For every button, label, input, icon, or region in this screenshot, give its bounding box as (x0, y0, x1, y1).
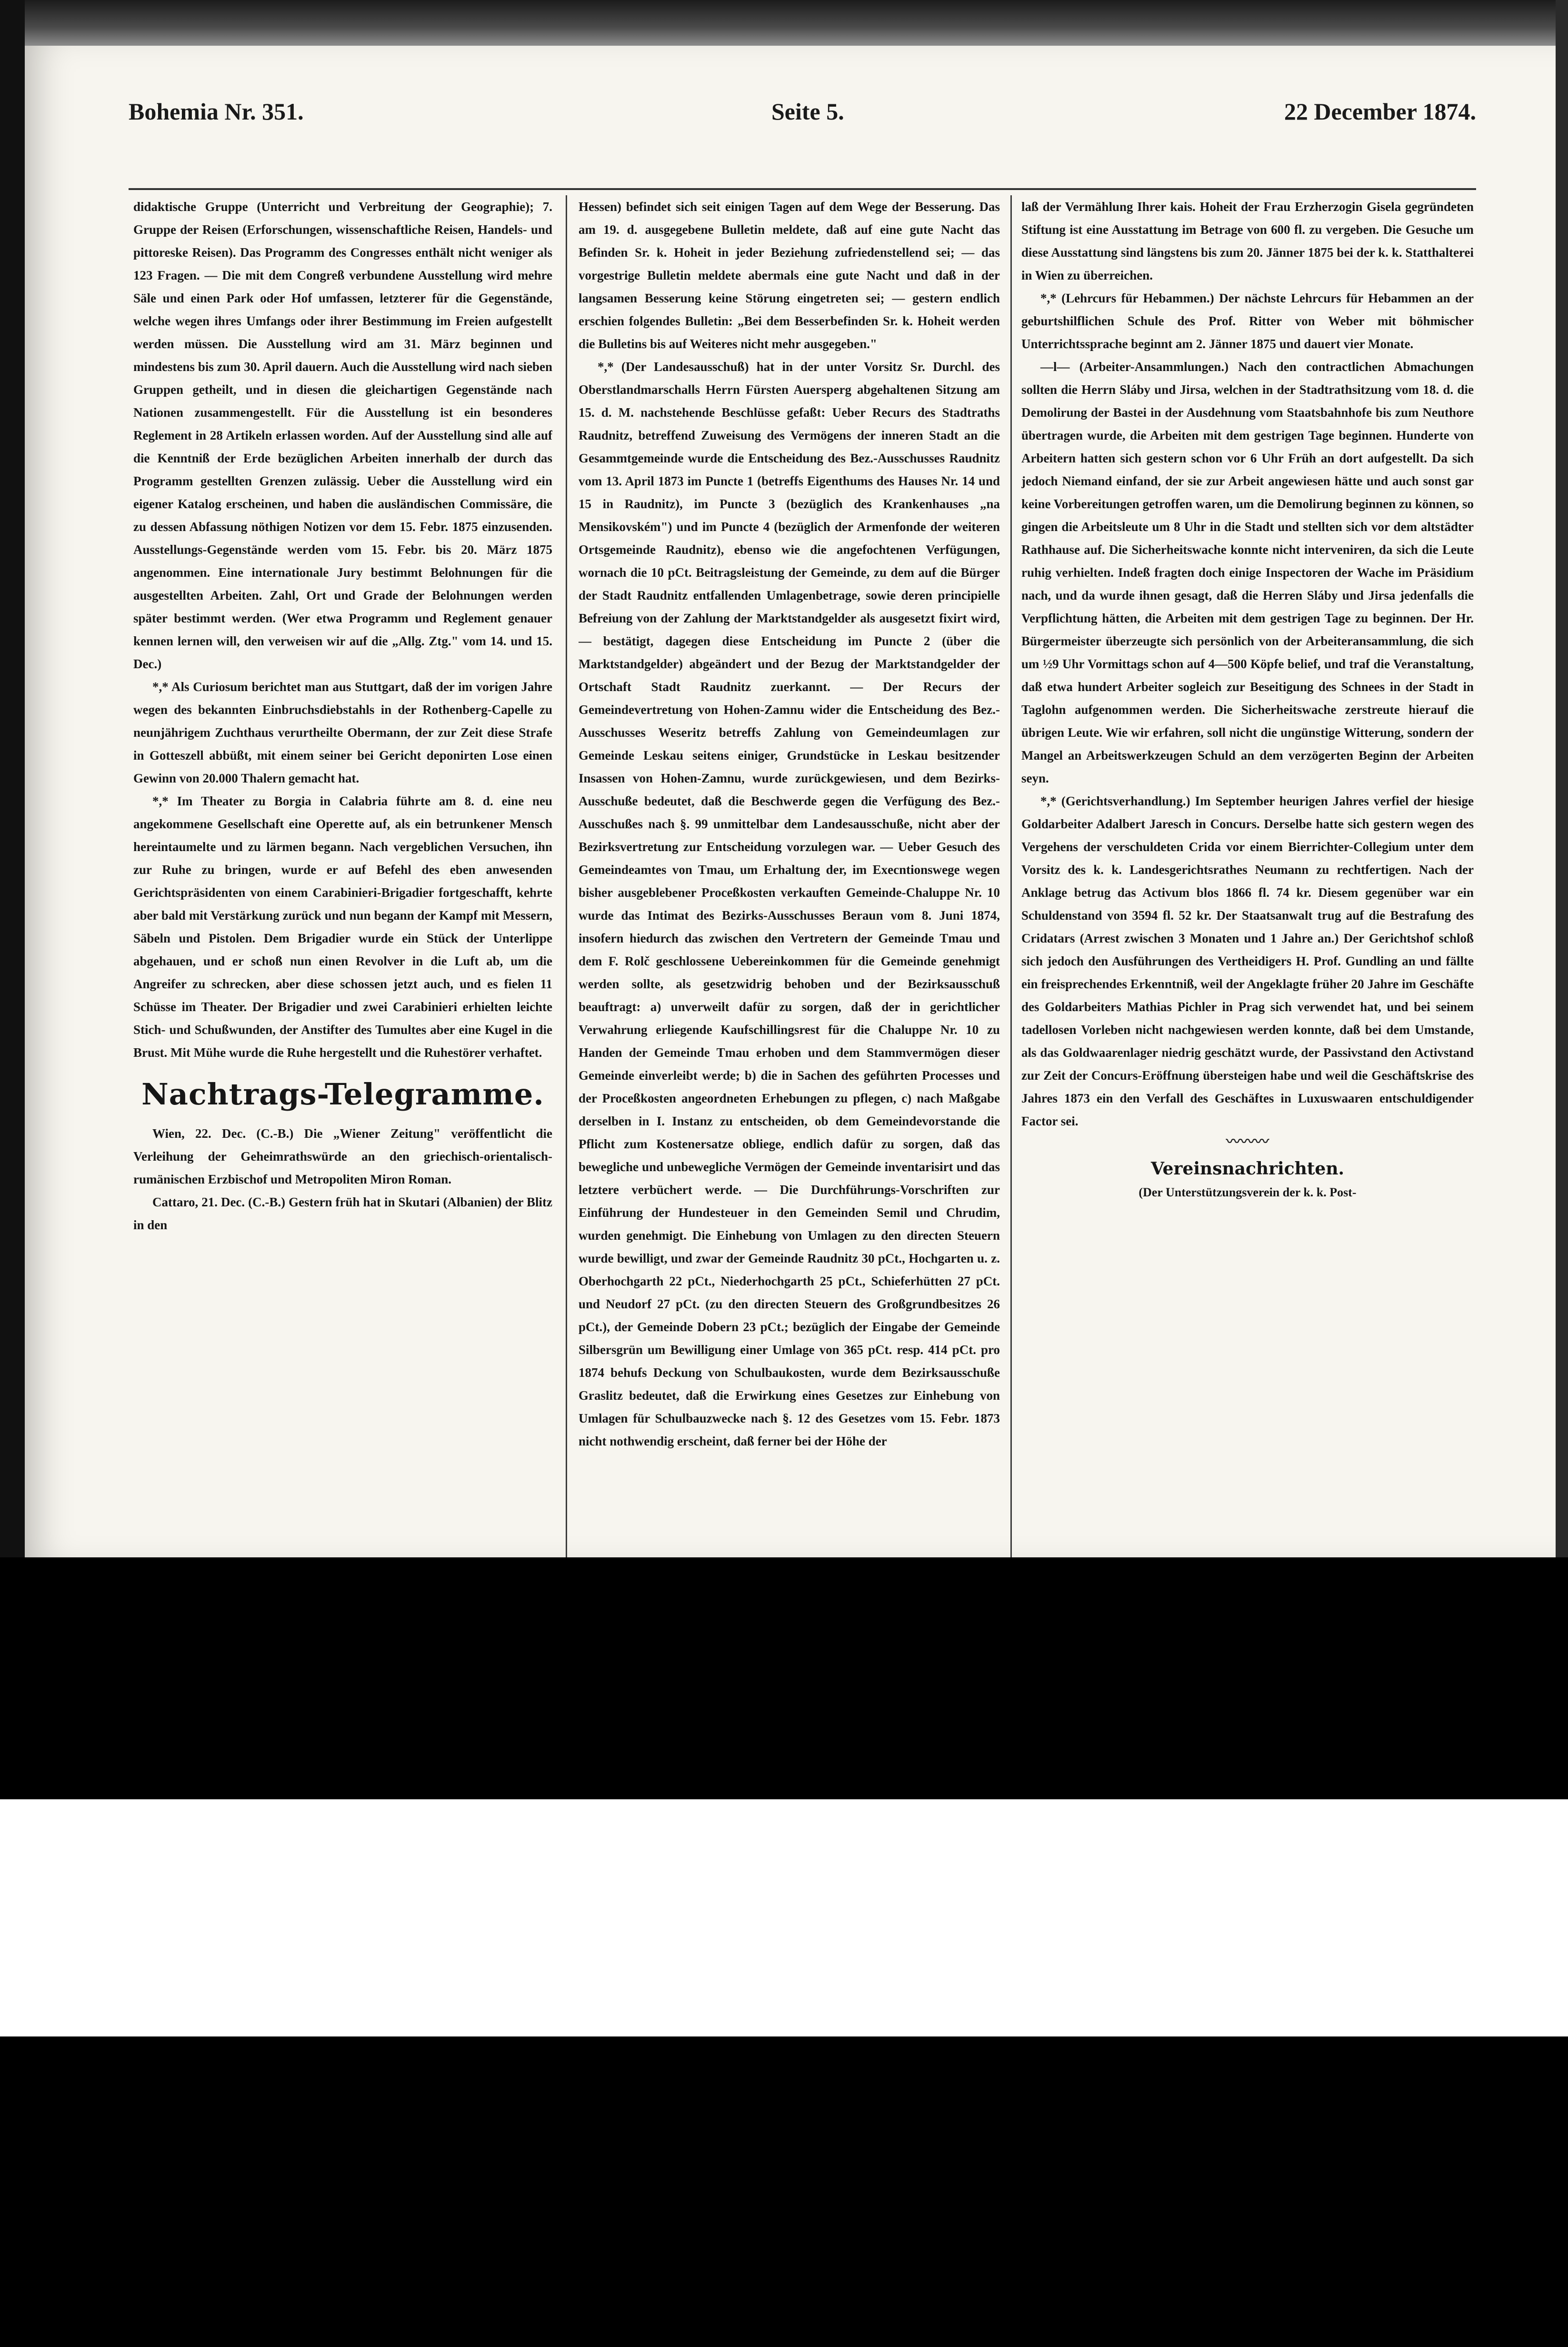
article-paragraph: *,* (Gerichtsverhandlung.) Im September heurigen Jahres verfiel der hiesige Goldarbeiter Adalbert Jaresch in Concurs. Derselbe hatte sich gestern wegen des Vergehens der verschuldeten Crida vor einem Bierrichter-Collegium unter dem Vorsitz des k. k. Landesgerichtsrathes Neumann zu rechtfertigen. Nach der Anklage betrug das Activum blos 1866 fl. 74 kr. Diesem gegenüber war ein Schuldenstand von 3594 fl. 52 kr. Der Staatsanwalt trug auf die Bestrafung des Cridatars (Arrest zwischen 3 Monaten und 1 Jahre an.) Der Gerichtshof schloß sich jedoch den Ausführungen des Vertheidigers H. Prof. Gundling an und fällte ein freisprechendes Erkenntniß, weil der Angeklagte früher 20 Jahre im Geschäfte des Goldarbeiters Mathias Pichler in Prag sich verwendet hat, und bei seinem tadellosen Vorleben nicht nachgewiesen werden konnte, daß bei dem Umstande, als das Goldwaarenlager niedrig geschätzt wurde, der Passivstand den Activstand zur Zeit der Concurs-Eröffnung übersteigen habe und weil die Geschäftskrise des Jahres 1873 ein den Verfall des Geschäftes in Luxuswaaren entschuldigender Factor sei. (1021, 794, 1474, 1128)
article-first-line: (Der Unterstützungsverein der k. k. Post- (1139, 1185, 1357, 1199)
scan-black-band (0, 1557, 1568, 1799)
article-paragraph: didaktische Gruppe (Unterricht und Verbreitung der Geographie); 7. Gruppe der Reisen (Erforschungen, wissenschaftliche Reisen, Handels- und pittoreske Reisen). Das Programm des Congresses enthält nicht weniger als 123 Fragen. — Die mit dem Congreß verbundene Ausstellung wird mehre Säle und einen Park oder Hof umfassen, letzterer für die Gegenstände, welche wegen ihres Umfangs oder ihrer Bestimmung im Freien aufgestellt werden müssen. Die Ausstellung wird am 31. März beginnen und mindestens bis zum 30. April dauern. Auch die Ausstellung wird nach sieben Gruppen getheilt, und in diesen die gleichartigen Gegenstände nach Nationen zusammengestellt. Für die Ausstellung ist ein besonderes Reglement in 28 Artikeln erlassen worden. Auf der Ausstellung sind alle auf die Kenntniß der Erde bezüglichen Arbeiten innerhalb der durch das Programm gestellten Grenzen zulässig. Ueber die Ausstellung wird ein eigener Katalog erscheinen, und haben die ausländischen Commissäre, die zu dessen Abfassung nöthigen Notizen vor dem 15. Febr. 1875 einzusenden. Ausstellungs-Gegenstände werden vom 15. Febr. bis 20. März 1875 angenommen. Eine internationale Jury bestimmt Belohnungen für die ausgestellten Arbeiten. Zahl, Ort und Grade der Belohnungen werden später bestimmt werden. (Wer etwa Programm und Reglement genauer kennen lernen will, den verweisen wir auf die „Allg. Ztg." vom 14. und 15. Dec.) (133, 200, 552, 671)
section-title: Nachtrags-Telegramme. (141, 1077, 544, 1112)
header-masthead: Bohemia Nr. 351. (129, 98, 304, 125)
section-divider: 〰〰〰 (1226, 1134, 1269, 1150)
article-paragraph: laß der Vermählung Ihrer kais. Hoheit der Frau Erzherzogin Gisela gegründeten Stiftung ist eine Ausstattung im Betrage von 600 fl. zu vergeben. Die Gesuche um diese Ausstattung sind längstens bis zum 20. Jänner 1875 bei der k. k. Statthalterei in Wien zu überreichen. (1021, 200, 1474, 282)
article-paragraph: *,* Als Curiosum berichtet man aus Stuttgart, daß der im vorigen Jahre wegen des bekannten Einbruchsdiebstahls in der Rothenberg-Capelle zu neunjährigem Zuchthaus verurtheilte Obermann, der zur Zeit diese Strafe in Gotteszell abbüßt, mit einem seiner bei Gericht deponirten Lose einen Gewinn von 20.000 Thalern gemacht hat. (133, 680, 552, 785)
scan-white-band (0, 1799, 1568, 2036)
column-divider (566, 195, 567, 1557)
article-paragraph: —l— (Arbeiter-Ansammlungen.) Nach den contractlichen Abmachungen sollten die Herrn Sláby und Jirsa, welchen in der Stadtrathsitzung vom 18. d. die Demolirung der Bastei in der Ausdehnung vom Staatsbahnhofe bis zum Neuthore übertragen wurde, die Arbeiten mit dem gestrigen Tage beginnen. Hunderte von Arbeitern hatten sich gestern schon vor 6 Uhr Früh an dort aufgestellt. Da sich jedoch Niemand einfand, der sie zur Arbeit angewiesen hätte und auch sonst gar keine Vorbereitungen getroffen waren, um die Demolirung beginnen zu können, so gingen die Arbeitsleute um 8 Uhr in die Stadt und stellten sich vor dem altstädter Rathhause auf. Die Sicherheitswache konnte nicht interveniren, da sich die Leute ruhig verhielten. Indeß fragten doch einige Inspectoren der Wache im Präsidium nach, und da wurde ihnen gesagt, daß die Herren Sláby und Jirsa jedenfalls die Verpflichtung hätten, die Arbeiten mit dem gestrigen Tage zu beginnen. Der Hr. Bürgermeister überzeugte sich persönlich von der Arbeiteransammlung, die sich um ½9 Uhr Vormittags schon auf 4—500 Köpfe belief, und traf die Veranstaltung, daß etwa hundert Arbeiter sogleich zur Beseitigung des Schnees in der Stadt in Taglohn aufgenommen werden. Die Sicherheitswache zerstreute hierauf die übrigen Leute. Wie wir erfahren, soll nicht die ungünstige Witterung, sondern der Mangel an Arbeitswerkzeugen Schuld an dem verzögerten Beginn der Arbeiten seyn. (1021, 360, 1474, 785)
scan-right-edge (1556, 0, 1568, 1800)
telegram: Cattaro, 21. Dec. (C.-B.) Gestern früh hat in Skutari (Albanien) der Blitz in den (133, 1195, 552, 1232)
telegram: Wien, 22. Dec. (C.-B.) Die „Wiener Zeitung" veröffentlicht die Verleihung der Geheimrathswürde an den griechisch-orientalisch-rumänischen Erzbischof und Metropoliten Miron Roman. (133, 1126, 552, 1186)
article-paragraph: Hessen) befindet sich seit einigen Tagen auf dem Wege der Besserung. Das am 19. d. ausgegebene Bulletin meldete, daß auf eine gute Nacht das Befinden Sr. k. Hoheit in jeder Beziehung zufriedenstellend sei; — das vorgestrige Bulletin meldete abermals eine gute Nacht und daß in der langsamen Besserung keine Störung eingetreten sei; — gestern endlich erschien folgendes Bulletin: „Bei dem Besserbefinden Sr. k. Hoheit werden die Bulletins bis auf Weiteres nicht mehr ausgegeben." (579, 200, 1000, 351)
column-divider (1010, 195, 1012, 1557)
column-2 (579, 195, 1000, 1557)
scan-black-band (0, 2036, 1568, 2347)
article-paragraph: *,* Im Theater zu Borgia in Calabria führte am 8. d. eine neu angekommene Gesellschaft eine Operette auf, als ein betrunkener Mensch hereintaumelte und zu lärmen begann. Nach vergeblichen Versuchen, ihn zur Ruhe zu bringen, wurde er auf Befehl des eben anwesenden Gerichtspräsidenten von einem Carabinieri-Brigadier fortgeschafft, kehrte aber bald mit Verstärkung zurück und nun begann der Kampf mit Messern, Säbeln und Pistolen. Dem Brigadier wurde ein Stück der Unterlippe abgehauen, und er schoß nun einen Revolver in die Luft ab, um die Angreifer zu schrecken, aber diese schossen jetzt auch, und es fielen 11 Schüsse im Theater. Der Brigadier und zwei Carabinieri erhielten leichte Stich- und Schußwunden, der Anstifter des Tumultes aber eine Kugel in die Brust. Mit Mühe wurde die Ruhe hergestellt und die Ruhestörer verhaftet. (133, 794, 552, 1060)
scan-top-edge (0, 0, 1568, 46)
column-3 (1021, 195, 1474, 1557)
header-rule (129, 188, 1476, 190)
column-1 (133, 195, 552, 1557)
article-paragraph: *,* (Der Landesausschuß) hat in der unter Vorsitz Sr. Durchl. des Oberstlandmarschalls Herrn Fürsten Auersperg abgehaltenen Sitzung am 15. d. M. nachstehende Beschlüsse gefaßt: Ueber Recurs des Stadtraths Raudnitz, betreffend Zuweisung des Vermögens der inneren Stadt an die Gesammtgemeinde wurde die Entscheidung des Bez.-Ausschusses Raudnitz vom 13. April 1873 im Puncte 1 (betreffs Eigenthums des Hauses Nr. 14 und 15 in Raudnitz), im Puncte 3 (bezüglich des Krankenhauses „na Mensikovském") und im Puncte 4 (bezüglich der Armenfonde der weiteren Ortsgemeinde Raudnitz), ebenso wie die angefochtenen Verfügungen, wornach die 10 pCt. Beitragsleistung der Gemeinde, zu dem auf die Bürger der Stadt Raudnitz entfallenden Umlagenbetrage, sowie deren principielle Befreiung von der Zahlung der Marktstandgelder als ausgesetzt fixirt wird, — bestätigt, dagegen diese Entscheidung im Puncte 2 (über die Marktstandgelder) abgeändert und der Bezug der Marktstandgelder der Ortschaft Stadt Raudnitz zuerkannt. — Der Recurs der Gemeindevertretung von Hohen-Zamnu wider die Entscheidung des Bez.-Ausschusses Weseritz betreffs Zahlung von Gemeindeumlagen zur Gemeinde Leskau seitens einiger, Grundstücke in Leskau besitzender Insassen von Hohen-Zamnu, wurde zurückgewiesen, und dem Bezirks-Ausschuße bedeutet, daß die Beschwerde gegen die Verfügung des Bez.-Ausschußes nach §. 99 unmittelbar dem Landesausschuße, nicht aber der Bezirksvertretung zur Entscheidung vorzulegen war. — Ueber Gesuch des Gemeindeamtes von Tmau, um Erhaltung der, im Execntionswege wegen bisher ausgeblebener Proceßkosten verkauften Gemeinde-Chaluppe Nr. 10 wurde das Intimat des Bezirks-Ausschusses Beraun vom 8. Juni 1874, insofern hiedurch das zwischen den Vertretern der Gemeinde Tmau und dem F. Rolč geschlossene Uebereinkommen für die Gemeinde genehmigt werden sollte, als gesetzwidrig behoben und der Bezirksausschuß beauftragt: a) unverweilt dafür zu sorgen, daß der in gerichtlicher Verwahrung erliegende Kaufschillingsrest für die Chaluppe Nr. 10 zu Handen der Gemeinde Tmau erhoben und dem Stammvermögen dieser Gemeinde einverleibt werde; b) die in Sachen des geführten Processes und der Proceßkosten angeordneten Erhebungen zu pflegen, c) nach Maßgabe derselben in I. Instanz zu entscheiden, ob dem Gemeindevorstande die Pflicht zum Kostenersatze obliege, endlich dafür zu sorgen, daß das bewegliche und unbewegliche Vermögen der Gemeinde inventarisirt und das letztere verbüchert werde. — Die Durchführungs-Vorschriften zur Einführung der Hundesteuer in den Gemeinden Semil und Chrudim, wurden genehmigt. Die Einhebung von Umlagen zu den directen Steuern wurde bewilligt, und zwar der Gemeinde Raudnitz 30 pCt., Hochgarten u. z. Oberhochgarth 22 pCt., Niederhochgarth 25 pCt., Schieferhütten 27 pCt. und Neudorf 27 pCt. (zu den directen Steuern des Großgrundbesitzes 26 pCt.), der Gemeinde Dobern 23 pCt.; bezüglich der Eingabe der Gemeinde Silbersgrün um Bewilligung einer Umlage von 365 pCt. resp. 414 pCt. pro 1874 behufs Deckung von Schulbaukosten, wurde dem Bezirksausschuße Graslitz bedeutet, daß die Erwirkung eines Gesetzes zur Einhebung von Umlagen für Schulbauzwecke nach §. 12 des Gesetzes vom 15. Febr. 1873 nicht nothwendig erscheint, daß ferner bei der Höhe der (579, 360, 1000, 1448)
header-page-number: Seite 5. (771, 98, 844, 125)
header-date: 22 December 1874. (1284, 98, 1476, 125)
scan-left-edge (0, 0, 25, 1800)
article-paragraph: *,* (Lehrcurs für Hebammen.) Der nächste Lehrcurs für Hebammen an der geburtshilflichen Schule des Prof. Ritter von Weber mit böhmischer Unterrichtssprache beginnt am 2. Jänner 1875 und dauert vier Monate. (1021, 291, 1474, 351)
page-header (129, 98, 1476, 150)
section-title: Vereinsnachrichten. (1150, 1159, 1345, 1179)
